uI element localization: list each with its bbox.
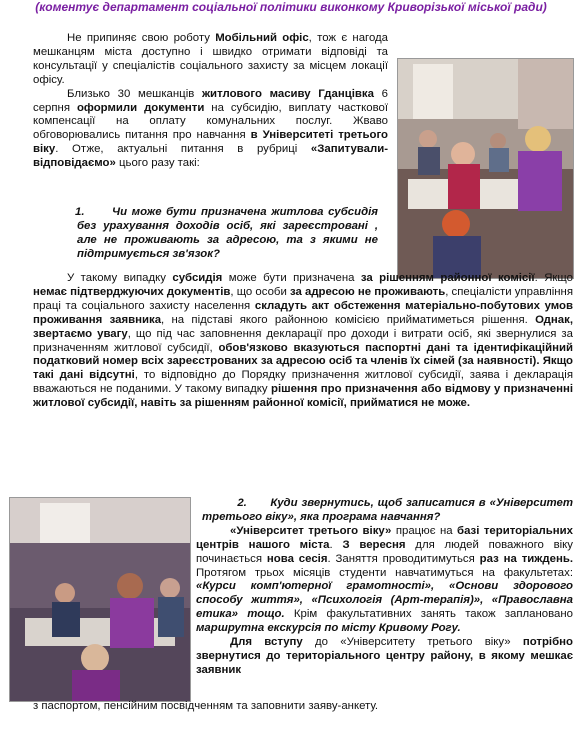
consultation-photo-top bbox=[397, 58, 574, 279]
text-run-bold: рішення про призначення або відмову у призначенні житлової субсидії, навіть за рішенням районної комісії, прийматися не може. bbox=[33, 383, 573, 410]
text-run-bold: «Запитували-відповідаємо» bbox=[33, 143, 388, 170]
text-run: . Якщо bbox=[534, 272, 573, 284]
answer-2-last-paragraph bbox=[196, 636, 573, 678]
text-run: , на підставі якого районною комісією прийматиметься рішення. bbox=[161, 313, 536, 326]
text-run: . Заняття проводитимуться bbox=[327, 552, 480, 565]
question-number: 1. bbox=[75, 206, 85, 218]
text-run-bold: за рішенням районної комісії bbox=[360, 272, 535, 284]
text-run-bold: субсидія bbox=[172, 272, 223, 284]
text-run-bold: потрібно звернутися до територіального центру району, в якому мешкає заявник bbox=[196, 636, 573, 676]
question-2-section bbox=[196, 497, 573, 678]
text-run: Не припиняє свою роботу bbox=[67, 32, 216, 44]
text-run: У такому випадку bbox=[67, 272, 173, 284]
photo-graphic bbox=[10, 498, 190, 701]
question-2-text bbox=[196, 497, 573, 525]
text-run: працює на bbox=[391, 524, 458, 537]
answer-2-paragraph bbox=[196, 525, 573, 636]
text-run-bold: обов'язково вказуються паспортні дані та ідентифікаційний податковий номер всіх зареєстрованих за адресою осіб та членів їх сімей (за наявності). Якщо такі дані відсутні bbox=[33, 341, 573, 382]
text-run: . bbox=[329, 538, 343, 551]
text-run-bold: складуть акт обстеження матеріально-побутових умов проживання заявника bbox=[33, 299, 573, 326]
article-header: (коментує департамент соціальної політики виконкому Криворізької міської ради) bbox=[35, 0, 547, 14]
intro-section bbox=[33, 32, 388, 171]
text-run: , то відповідно до Порядку призначення житлової субсидії, заява і декларація вважаються не поданими. У такому випадку bbox=[33, 369, 573, 396]
text-run: 6 серпня bbox=[33, 87, 388, 114]
text-run: для людей поважного віку починається bbox=[196, 538, 573, 565]
text-run: . Отже, актуальні питання в рубриці bbox=[55, 143, 311, 156]
text-run-bold: в Університеті третього віку bbox=[33, 129, 389, 156]
text-run: може бути призначена bbox=[222, 272, 361, 284]
text-run: , що під час заповнення декларації про доходи і витрати осіб, які звернулися за призначенням житлової субсидії, bbox=[33, 327, 573, 354]
question-1-text bbox=[33, 206, 378, 262]
text-run: Протягом трьох місяців студенти навчатимуться на факультетах: bbox=[196, 566, 573, 579]
text-run-bold-italic: маршрутна екскурсія по місту Кривому Рогу. bbox=[196, 622, 461, 635]
text-run: на субсидію, виплату часткової компенсації на оплату комунальних послуг. Жваво обговорювались питання про навчання bbox=[33, 101, 388, 142]
text-run: , що особи bbox=[230, 285, 290, 298]
question-1 bbox=[33, 206, 378, 262]
intro-paragraph-1 bbox=[33, 32, 388, 88]
text-run-bold: Для вступу bbox=[230, 636, 303, 649]
consultation-photo-bottom bbox=[9, 497, 191, 702]
text-run: Крім факультативних занять також заплановано bbox=[284, 608, 574, 621]
text-run-bold: Мобільний офіс bbox=[215, 32, 309, 44]
answer-1 bbox=[33, 272, 573, 411]
answer-1-paragraph bbox=[33, 272, 573, 411]
answer-2-end-text bbox=[33, 700, 573, 714]
text-run-bold: за адресою не проживають bbox=[289, 285, 446, 298]
text-run: з паспортом, пенсійним посвідченням та заповнити заяву-анкету. bbox=[33, 700, 379, 712]
text-run-bold: немає підтверджуючих документів bbox=[33, 285, 231, 298]
answer-2-end bbox=[33, 700, 573, 714]
intro-paragraph-2 bbox=[33, 88, 388, 171]
text-run: до «Університету третього віку» bbox=[302, 636, 523, 649]
text-run-bold: «Університет третього віку» bbox=[230, 524, 392, 537]
text-run-bold-italic: «Курси комп'ютерної грамотності», «Основи здорового способу життя», «Психологія (Арт-терапія)», «Православна етика» тощо. bbox=[196, 580, 573, 621]
text-run: , тож є нагода мешканцям міста доступно і швидко отримати відповіді та консультації у спеціалістів соціального захисту за місцем локації офісу. bbox=[33, 32, 389, 86]
text-run: цього разу такі: bbox=[115, 157, 200, 170]
text-run-bold: оформили документи bbox=[76, 101, 205, 114]
text-run-bold: З вересня bbox=[342, 538, 406, 551]
photo-graphic bbox=[398, 59, 573, 278]
question-body: Чи може бути призначена житлова субсидія без урахування доходів осіб, які зареєстровані , але не проживають за адресою, та з якими не підтримується зв'язок? bbox=[77, 206, 378, 260]
text-run-bold: нова сесія bbox=[266, 552, 328, 565]
question-number: 2. bbox=[237, 497, 247, 509]
text-run: Близько 30 мешканців bbox=[67, 87, 202, 100]
text-run-bold: раз на тиждень. bbox=[479, 552, 573, 565]
text-run: , спеціалісти управління праці та соціального захисту населення bbox=[33, 285, 574, 312]
text-run-bold: житлового масиву Гданцівка bbox=[201, 87, 374, 100]
text-run-bold: базі територіальних центрів нашого міста bbox=[196, 524, 573, 551]
text-run-bold: Однак, звертаємо увагу bbox=[33, 313, 573, 340]
question-body: Куди звернутись, щоб записатися в «Університет третього віку», яка програма навчання? bbox=[202, 497, 573, 523]
